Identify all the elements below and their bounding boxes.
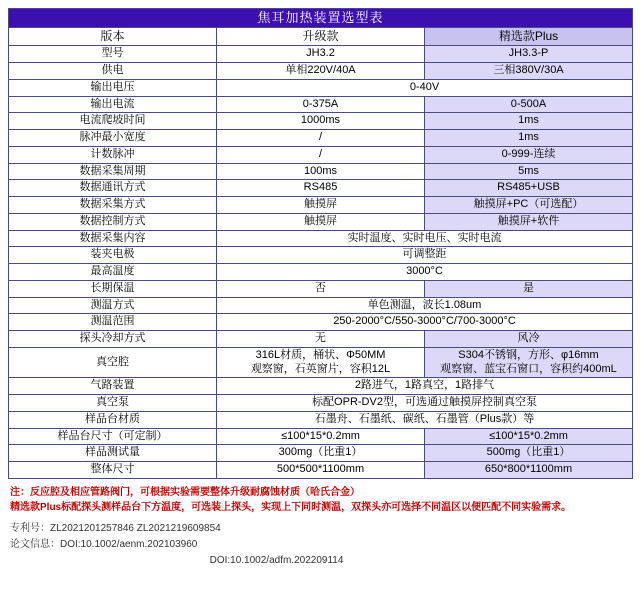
row-value-plus: 500mg（比重1） [425,445,633,462]
table-row [9,247,633,264]
row-label: 测温方式 [9,297,217,314]
row-value-plus: 0-500A [425,96,633,113]
row-value-upgraded: 升级款 [217,28,425,46]
row-label: 整体尺寸 [9,462,217,479]
table-row [9,297,633,314]
table-row [9,347,633,378]
table-row [9,445,633,462]
table-row [9,314,633,331]
table-row [9,130,633,147]
paper-doi-1: DOI:10.1002/aenm.202103960 [60,538,198,550]
row-label: 数据控制方式 [9,213,217,230]
row-value-plus: 触摸屏+PC（可选配） [425,197,633,214]
row-value-plus: ≤100*15*0.2mm [425,428,633,445]
row-label: 脉冲最小宽度 [9,130,217,147]
row-value-plus: 风冷 [425,331,633,348]
row-value-upgraded: 316L材质，桶状、Φ50MM 观察窗，石英窗片，容积12L [217,347,425,378]
row-value-plus: 三相380V/30A [425,63,633,80]
row-value-plus: 精选款Plus [425,28,633,46]
note-line-2: 精选款Plus标配探头测样品台下方温度，可选装上探头，实现上下同时测温，双探头亦可选择不同温区以便匹配不同实验需求。 [10,501,572,513]
table-row [9,28,633,46]
row-value-upgraded: 1000ms [217,113,425,130]
row-value-merged: 石墨舟、石墨纸、碳纸、石墨管（Plus款）等 [217,411,633,428]
row-value-plus: 1ms [425,130,633,147]
row-label: 数据采集方式 [9,197,217,214]
row-label: 样品台材质 [9,411,217,428]
row-value-upgraded: 0-375A [217,96,425,113]
table-row [9,197,633,214]
table-row [9,378,633,395]
footer-block [8,521,633,569]
row-label: 数据通讯方式 [9,180,217,197]
paper-label: 论文信息： [10,538,60,550]
row-value-upgraded: 触摸屏 [217,213,425,230]
row-value-upgraded: 单相220V/40A [217,63,425,80]
table-row [9,146,633,163]
row-label: 真空泵 [9,395,217,412]
row-value-plus: 0-999-连续 [425,146,633,163]
row-value-upgraded: 触摸屏 [217,197,425,214]
row-value-plus: 5ms [425,163,633,180]
row-value-merged: 2路进气，1路真空，1路排气 [217,378,633,395]
row-label: 最高温度 [9,264,217,281]
row-label: 供电 [9,63,217,80]
row-label: 计数脉冲 [9,146,217,163]
row-label: 输出电流 [9,96,217,113]
row-value-plus: RS485+USB [425,180,633,197]
spec-table-body [9,9,633,479]
row-label: 型号 [9,46,217,63]
row-label: 数据采集周期 [9,163,217,180]
patent-value: ZL202120125784​6 ZL202121960985​4 [50,522,221,534]
row-value-plus: JH3.3-P [425,46,633,63]
table-row [9,96,633,113]
row-label: 样品测试量 [9,445,217,462]
table-row [9,280,633,297]
paper-line [10,537,633,553]
row-value-upgraded: 否 [217,280,425,297]
row-value-merged: 3000°C [217,264,633,281]
row-value-merged: 250-2000°C/550-3000°C/700-3000°C [217,314,633,331]
row-value-merged: 实时温度、实时电压、实时电流 [217,230,633,247]
row-value-upgraded: / [217,130,425,147]
row-label: 探头冷却方式 [9,331,217,348]
note-line-1: 注：反应腔及相应管路阀门，可根据实验需要整体升级耐腐蚀材质（哈氏合金） [10,486,360,498]
table-row [9,79,633,96]
table-row [9,395,633,412]
row-value-upgraded: 500*500*1100mm [217,462,425,479]
row-value-plus: S304不锈钢，方形、φ16mm 观察窗、蓝宝石窗口，容积约400mL [425,347,633,378]
patent-line [10,521,633,537]
row-label: 气路装置 [9,378,217,395]
row-value-merged: 可调整距 [217,247,633,264]
row-value-upgraded: / [217,146,425,163]
row-value-plus: 650*800*1100mm [425,462,633,479]
table-row [9,180,633,197]
row-value-plus: 触摸屏+软件 [425,213,633,230]
row-value-merged: 标配OPR-DV2型，可选通过触摸屏控制真空泵 [217,395,633,412]
row-value-upgraded: JH3.2 [217,46,425,63]
row-label: 数据采集内容 [9,230,217,247]
row-value-upgraded: 无 [217,331,425,348]
paper-doi-2: DOI:10.1002/adfm.202209114 [209,554,344,566]
table-row [9,163,633,180]
row-label: 电流爬坡时间 [9,113,217,130]
row-label: 输出电压 [9,79,217,96]
table-row [9,63,633,80]
row-value-upgraded: 100ms [217,163,425,180]
row-value-plus: 是 [425,280,633,297]
row-label: 版本 [9,28,217,46]
row-label: 真空腔 [9,347,217,378]
row-value-upgraded: 300mg（比重1） [217,445,425,462]
table-row [9,264,633,281]
table-row [9,331,633,348]
patent-label: 专利号： [10,522,50,534]
row-value-upgraded: RS485 [217,180,425,197]
paper-line-2 [10,553,633,569]
row-label: 测温范围 [9,314,217,331]
row-label: 长期保温 [9,280,217,297]
row-value-plus: 1ms [425,113,633,130]
table-row [9,411,633,428]
table-title-row [9,9,633,28]
table-row [9,462,633,479]
table-title: 焦耳加热装置选型表 [9,9,633,28]
row-value-merged: 单色测温，波长1.08um [217,297,633,314]
row-label: 样品台尺寸（可定制） [9,428,217,445]
table-row [9,46,633,63]
table-row [9,230,633,247]
table-row [9,428,633,445]
table-row [9,213,633,230]
row-value-merged: 0-40V [217,79,633,96]
notes-block [8,485,633,515]
table-row [9,113,633,130]
row-label: 装夹电极 [9,247,217,264]
spec-table [8,8,633,479]
row-value-upgraded: ≤100*15*0.2mm [217,428,425,445]
